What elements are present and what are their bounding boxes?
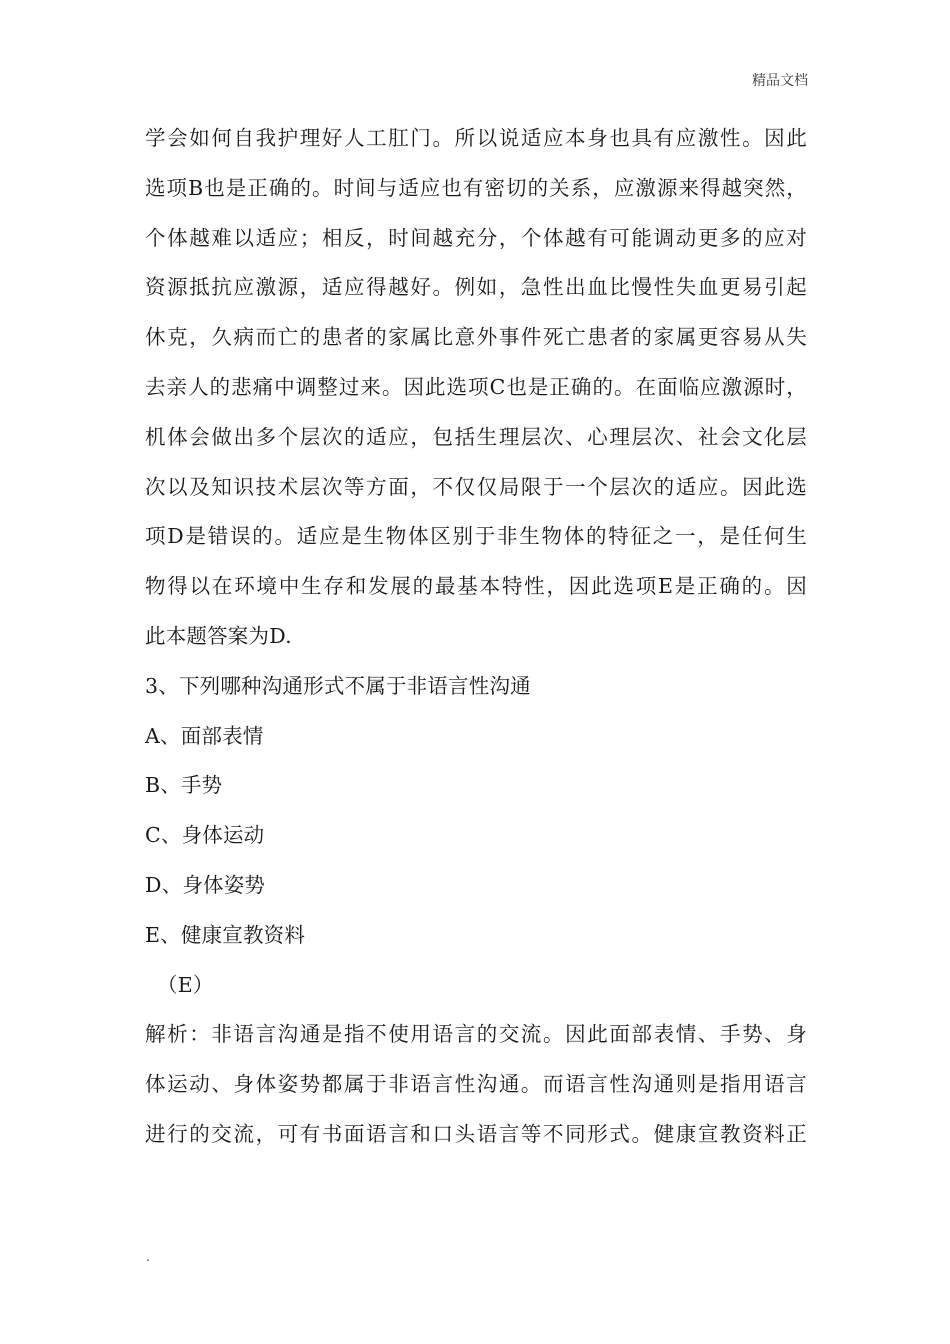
question-block xyxy=(145,662,807,1011)
text-line: 机体会做出多个层次的适应，包括生理层次、心理层次、社会文化层 xyxy=(145,424,807,449)
question-stem: 3、下列哪种沟通形式不属于非语言性沟通 xyxy=(145,673,531,698)
text-line: 进行的交流，可有书面语言和口头语言等不同形式。健康宣教资料正 xyxy=(145,1121,807,1146)
text-line: 去亲人的悲痛中调整过来。因此选项C也是正确的。在面临应激源时， xyxy=(145,374,807,399)
page-header-label: 精品文档 xyxy=(752,73,808,89)
document-body xyxy=(145,114,807,1160)
text-line: 资源抵抗应激源，适应得越好。例如，急性出血比慢性失血更易引起 xyxy=(145,275,807,300)
text-line: 选项B也是正确的。时间与适应也有密切的关系，应激源来得越突然， xyxy=(145,175,807,200)
answer-label: （E） xyxy=(157,972,214,997)
text-line: 解析：非语言沟通是指不使用语言的交流。因此面部表情、手势、身 xyxy=(145,1022,807,1047)
option-c: C、身体运动 xyxy=(145,823,265,848)
text-line: 体运动、身体姿势都属于非语言性沟通。而语言性沟通则是指用语言 xyxy=(145,1072,807,1097)
footer-mark: . xyxy=(146,1250,150,1264)
text-line: 此本题答案为D. xyxy=(145,623,292,648)
text-line: 项D是错误的。适应是生物体区别于非生物体的特征之一，是任何生 xyxy=(145,524,807,549)
text-line: 学会如何自我护理好人工肛门。所以说适应本身也具有应激性。因此 xyxy=(145,126,807,150)
text-line: 物得以在环境中生存和发展的最基本特性，因此选项E是正确的。因 xyxy=(145,574,807,599)
text-line: 个体越难以适应；相反，时间越充分，个体越有可能调动更多的应对 xyxy=(145,225,807,250)
analysis-paragraph xyxy=(145,1010,807,1159)
text-line: 次以及知识技术层次等方面，不仅仅局限于一个层次的适应。因此选 xyxy=(145,474,807,499)
text-line: 休克，久病而亡的患者的家属比意外事件死亡患者的家属更容易从失 xyxy=(145,325,807,350)
option-d: D、身体姿势 xyxy=(145,872,266,897)
explanation-paragraph xyxy=(145,114,807,662)
option-b: B、手势 xyxy=(145,773,223,798)
option-a: A、面部表情 xyxy=(145,723,264,748)
option-e: E、健康宣教资料 xyxy=(145,922,306,947)
